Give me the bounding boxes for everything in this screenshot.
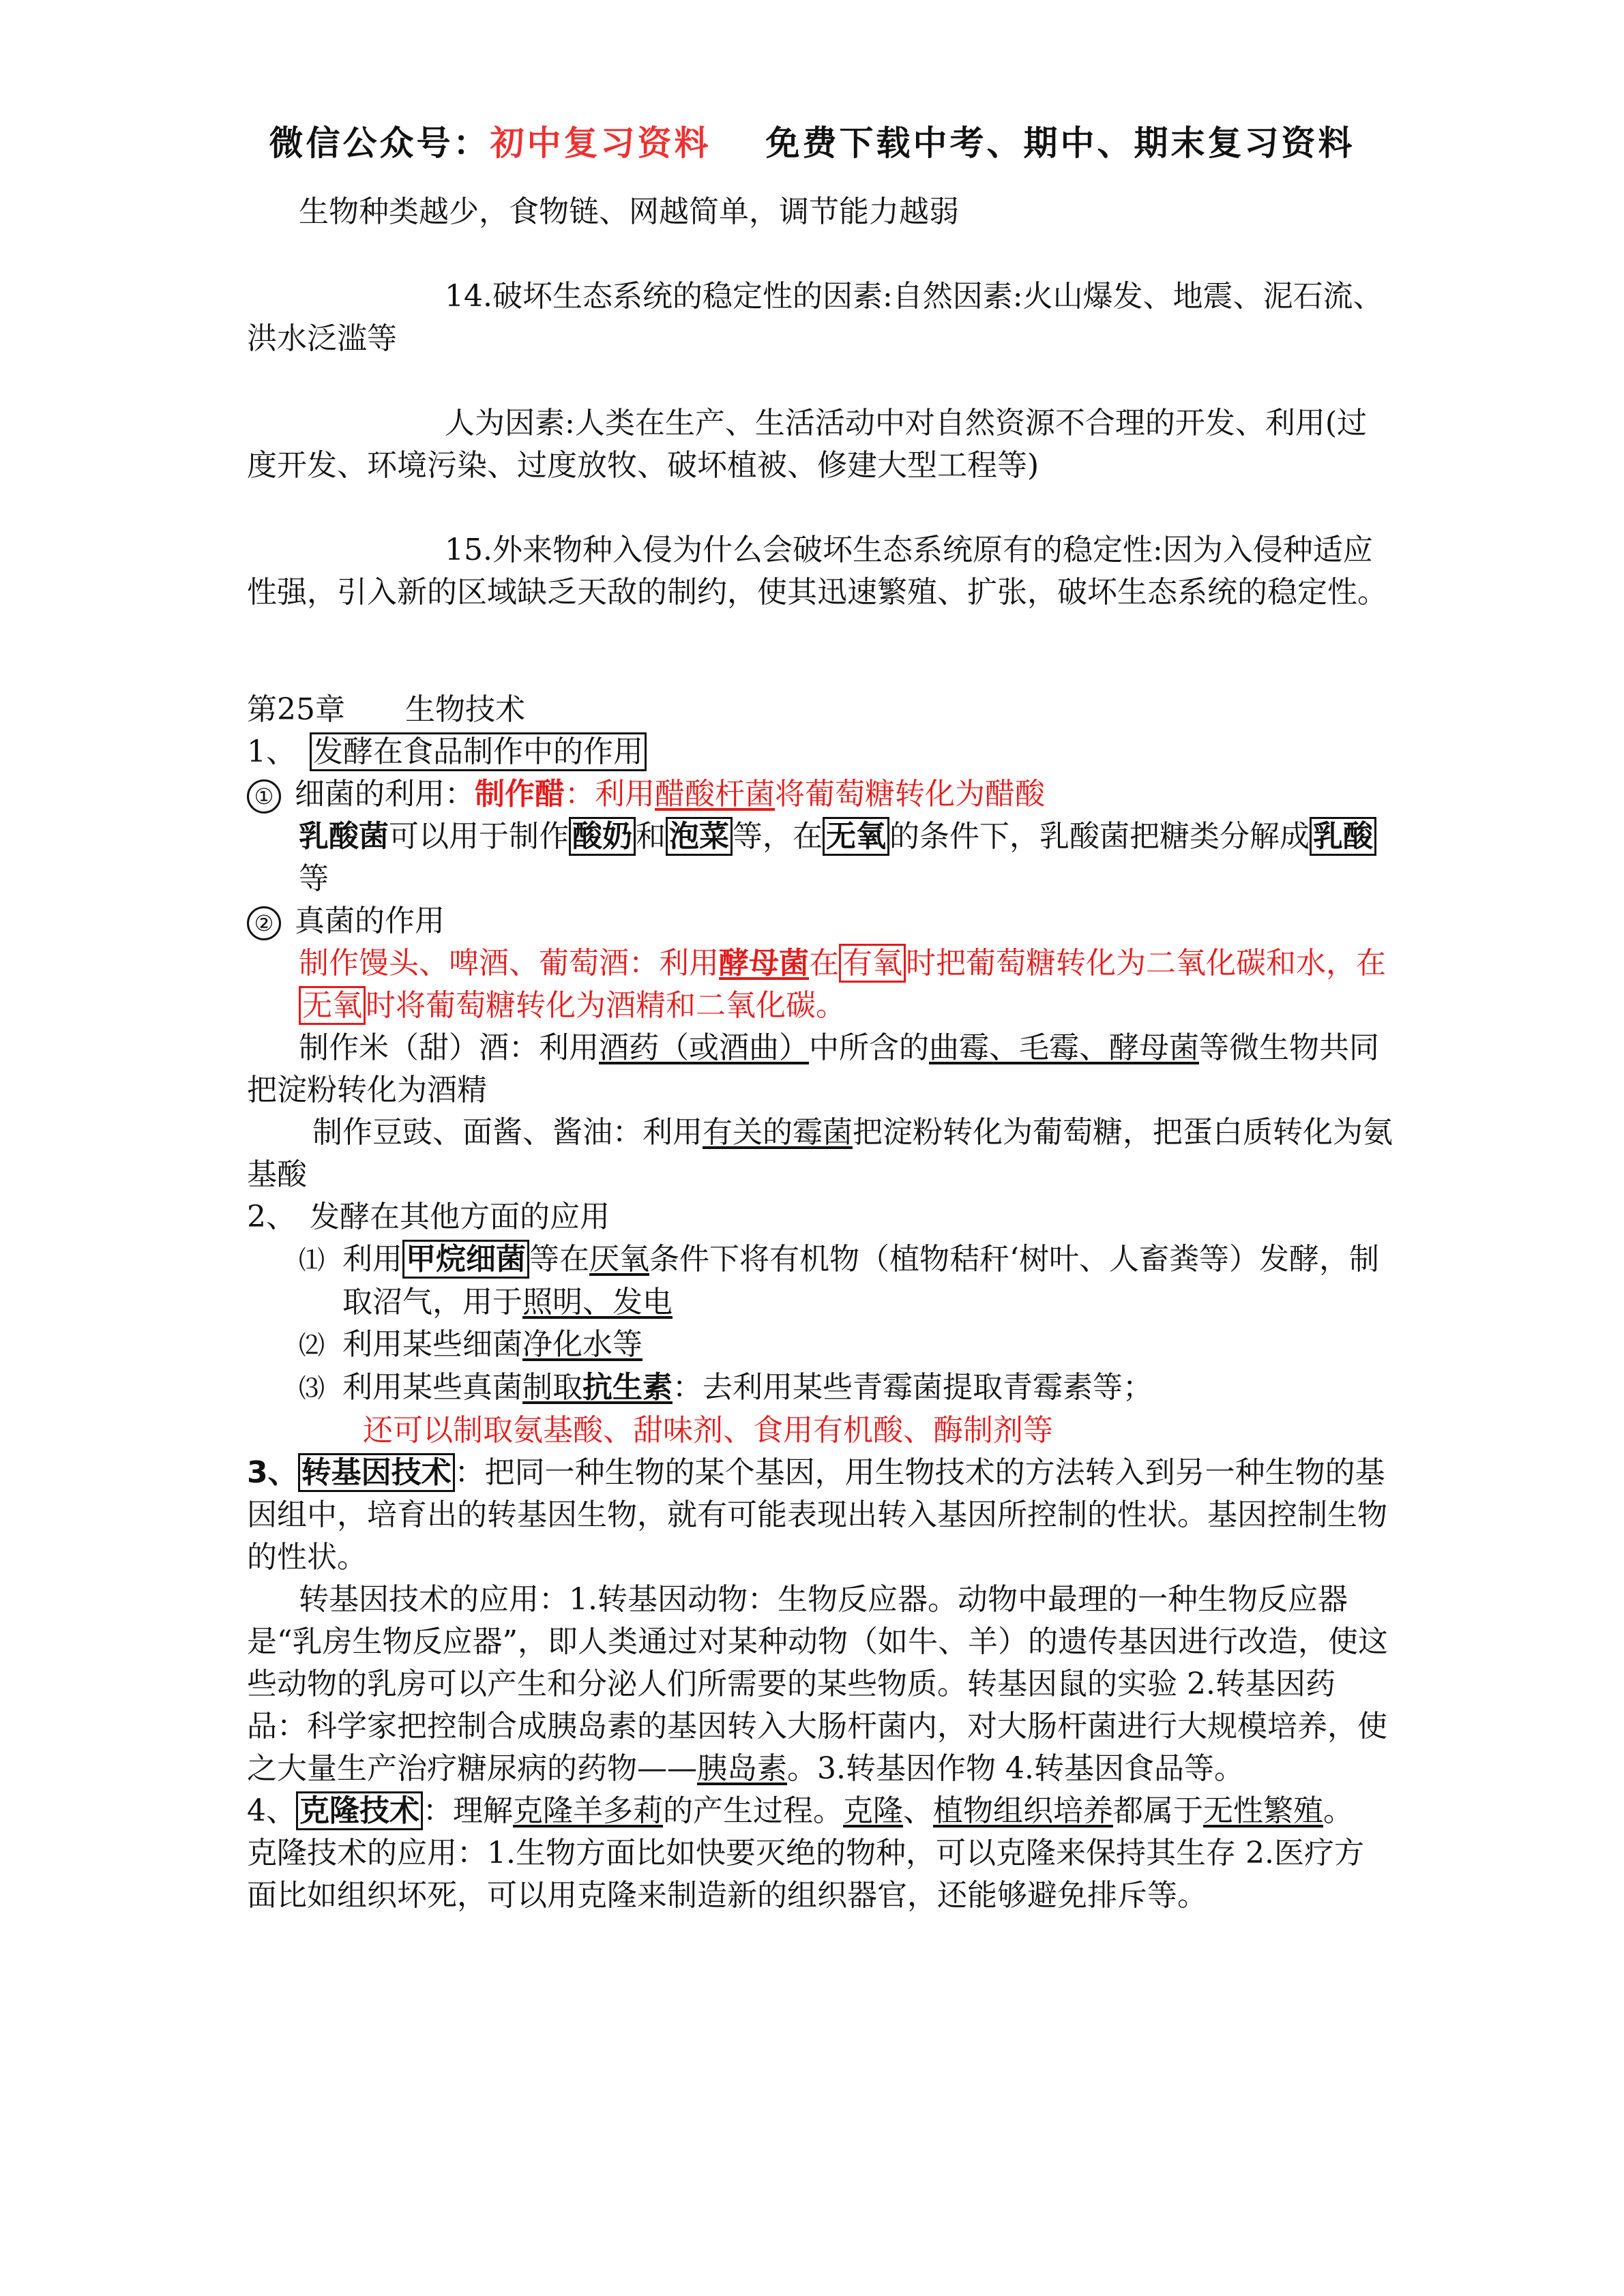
section-3-title: 转基因技术	[298, 1453, 455, 1492]
chapter-title: 生物技术	[405, 692, 525, 727]
section-3-paragraph: 3、 转基因技术 ：把同一种生物的某个基因，用生物技术的方法转入到另一种生物的基因组中，培育出的转基因生物，就有可能表现出转入基因所控制的性状。基因控制生物的性状。	[247, 1452, 1393, 1579]
paragraph-14: 14.破坏生态系统的稳定性的因素:自然因素:火山爆发、地震、泥石流、洪水泛滥等	[247, 279, 1383, 356]
section-number: 2、	[247, 1199, 296, 1234]
header-label: 微信公众号：	[269, 123, 490, 163]
rice-wine-paragraph: 制作米（甜）酒：利用酒药（或酒曲）中所含的曲霉、毛霉、酵母菌等微生物共同把淀粉转化为酒精	[247, 1030, 1379, 1107]
chapter-number: 第25章	[247, 692, 345, 727]
section-number: 4、	[247, 1793, 296, 1828]
section-4-title: 克隆技术	[296, 1791, 423, 1830]
section-number: 1、	[247, 734, 296, 769]
section-2-heading	[247, 1196, 1393, 1238]
paragraph-1: 生物种类越少，食物链、网越简单，调节能力越弱	[299, 194, 959, 229]
yeast-paragraph: 制作馒头、啤酒、葡萄酒：利用酵母菌在 有氧 时把葡萄糖转化为二氧化碳和水，在无氧 时将葡萄糖转化为酒精和二氧化碳。	[247, 942, 1393, 1027]
paragraph-15: 15.外来物种入侵为什么会破坏生态系统原有的稳定性:因为入侵种适应性强，引入新的区域缺乏天敌的制约，使其迅速繁殖、扩张，破坏生态系统的稳定性。	[247, 533, 1387, 610]
section-number: 3、	[247, 1455, 298, 1490]
water-item: ⑵ 利用某些细菌净化水等	[299, 1327, 643, 1362]
circled-one-marker: ①	[247, 779, 281, 814]
chapter-heading	[247, 689, 1393, 731]
circled-two-marker: ②	[247, 906, 281, 940]
bacteria-use: ① 细菌的利用：制作醋：利用醋酸杆菌将葡萄糖转化为醋酸	[247, 773, 1393, 816]
soy-sauce-paragraph: 制作豆豉、面酱、酱油：利用有关的霉菌把淀粉转化为葡萄糖，把蛋白质转化为氨基酸	[247, 1115, 1393, 1192]
transgenic-application: 转基因技术的应用：1.转基因动物：生物反应器。动物中最理的一种生物反应器是“乳房生物反应器”，即人类通过对某种动物（如牛、羊）的遗传基因进行改造，使这些动物的乳房可以产生和分泌人们所需要的某些物质。转基因鼠的实验 2.转基因药品：科学家把控制合成胰岛素的基因转入大肠杆菌内，对大肠杆菌进行大规模培养，使之大量生产治疗糖尿病的药物——胰岛素。3.转基因作物 4.转基因食品等。	[247, 1582, 1388, 1786]
cloning-application: 克隆技术的应用：1.生物方面比如快要灭绝的物种，可以克隆来保持其生存 2.医疗方面比如组织坏死，可以用克隆来制造新的组织器官，还能够避免排斥等。	[247, 1836, 1364, 1913]
antibiotic-item: ⑶ 利用某些真菌制取抗生素：去利用某些青霉菌提取青霉素等；	[299, 1370, 1153, 1405]
fungi-use: ② 真菌的作用	[247, 900, 1393, 942]
lactic-acid-paragraph: 乳酸菌可以用于制作 酸奶 和 泡菜 等，在 无氧 的条件下，乳酸菌把糖类分解成 乳酸等	[247, 816, 1393, 900]
header-slogan: 免费下载中考、期中、期末复习资料	[765, 123, 1355, 163]
section-4-paragraph: 4、 克隆技术 ：理解克隆羊多莉的产生过程。克隆、植物组织培养都属于无性繁殖。	[247, 1790, 1393, 1832]
header-account-name: 初中复习资料	[490, 123, 711, 163]
section-1-heading	[247, 731, 1393, 773]
paragraph-human-factors: 人为因素:人类在生产、生活活动中对自然资源不合理的开发、利用(过度开发、环境污染、过度放牧、破坏植被、修建大型工程等)	[247, 406, 1367, 483]
document-body	[247, 191, 1393, 1917]
amino-acid-line: 还可以制取氨基酸、甜味剂、食用有机酸、酶制剂等	[363, 1413, 1053, 1448]
section-1-title: 发酵在食品制作中的作用	[310, 732, 647, 771]
section-2-title: 发酵在其他方面的应用	[310, 1199, 610, 1234]
page-header	[0, 116, 1624, 165]
methane-item: ⑴ 利用 甲烷细菌 等在厌氧条件下将有机物（植物秸秆‘树叶、人畜粪等）发酵，制取沼气，用于照明、发电	[247, 1238, 1393, 1324]
